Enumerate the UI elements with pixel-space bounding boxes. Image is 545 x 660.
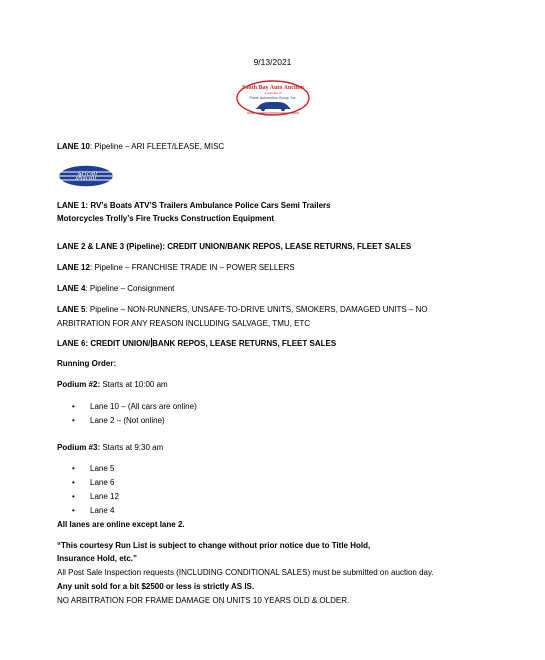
bullet-glyph: • [72,464,75,473]
logo-title: South Bay Auto Auction [242,85,304,91]
lane-5-line-1 [57,304,428,315]
lane-2-3-line: LANE 2 & LANE 3 (Pipeline): CREDIT UNION/BANK REPOS, LEASE RETURNS, FLEET SALES [57,242,412,251]
logo-group: Prime Automotive Group, Inc. [249,96,297,100]
lane-1-line-1: LANE 1: RV’s Boats ATV’S Trailers Ambulance Police Cars Semi Trailers [57,201,331,210]
lane-4-line [57,283,174,294]
online-note: All lanes are online except lane 2. [57,520,185,529]
podium-3-item: Lane 6 [90,478,115,487]
lane-6-text-before: LANE 6: CREDIT UNION/ [57,339,151,348]
lane-5-line-2: ARBITRATION FOR ANY REASON INCLUDING SALVAGE, TMU, ETC [57,319,311,328]
lane-6-line [57,338,336,349]
lane-6-text-after: BANK REPOS, LEASE RETURNS, FLEET SALES [152,339,337,348]
running-order-heading: Running Order: [57,359,117,368]
as-is-note: Any unit sold for a bit $2500 or less is strictly AS IS. [57,582,255,591]
lane-12-label: LANE 12 [57,263,90,272]
podium-3-line [57,442,163,453]
podium-2-label: Podium #2: [57,380,101,389]
lane-5-label: LANE 5 [57,305,86,314]
bullet-glyph: • [72,402,75,411]
podium-3-item: Lane 4 [90,506,115,515]
disclaimer-line-1: “This courtesy Run List is subject to change without prior notice due to Title Hold, [57,541,371,550]
lane-1-line-2: Motorcycles Trolly’s Fire Trucks Construction Equipment [57,214,275,223]
inspection-note: All Post Sale Inspection requests (INCLUDING CONDITIONAL SALES) must be submitted on auction day. [57,568,434,577]
document-date: 9/13/2021 [253,57,292,67]
frame-damage-note: NO ARBITRATION FOR FRAME DAMAGE ON UNITS 10 YEARS OLD & OLDER. [57,596,350,605]
lane-10-text: : Pipeline – ARI FLEET/LEASE, MISC [89,142,225,151]
lane-10-label: LANE 10 [57,142,90,151]
podium-2-time: Starts at 10:00 am [100,380,168,389]
lane-12-text: : Pipeline – FRANCHISE TRADE IN – POWER SELLERS [89,263,295,272]
podium-3-item: Lane 5 [90,464,115,473]
lane-10-line [57,141,224,152]
podium-2-item: Lane 10 – (All cars are online) [90,402,197,411]
ari-logo-text: ARI [75,169,97,183]
bullet-glyph: • [72,478,75,487]
lane-12-line [57,262,295,273]
ari-logo [57,164,115,188]
lane-4-label: LANE 4 [57,284,86,293]
bullet-glyph: • [72,506,75,515]
podium-3-label: Podium #3: [57,443,101,452]
bullet-glyph: • [72,492,75,501]
disclaimer-line-2: Insurance Hold, etc.” [57,554,138,563]
south-bay-auto-auction-logo [235,78,311,118]
podium-3-time: Starts at 9:30 am [100,443,164,452]
logo-member-of: A member of [264,91,282,95]
lane-5-text: : Pipeline – NON-RUNNERS, UNSAFE-TO-DRIVE UNITS, SMOKERS, DAMAGED UNITS – NO [85,305,428,314]
podium-2-item: Lane 2 – (Not online) [90,416,165,425]
lane-4-text: : Pipeline – Consignment [85,284,175,293]
podium-3-item: Lane 12 [90,492,119,501]
bullet-glyph: • [72,416,75,425]
podium-2-line [57,379,168,390]
